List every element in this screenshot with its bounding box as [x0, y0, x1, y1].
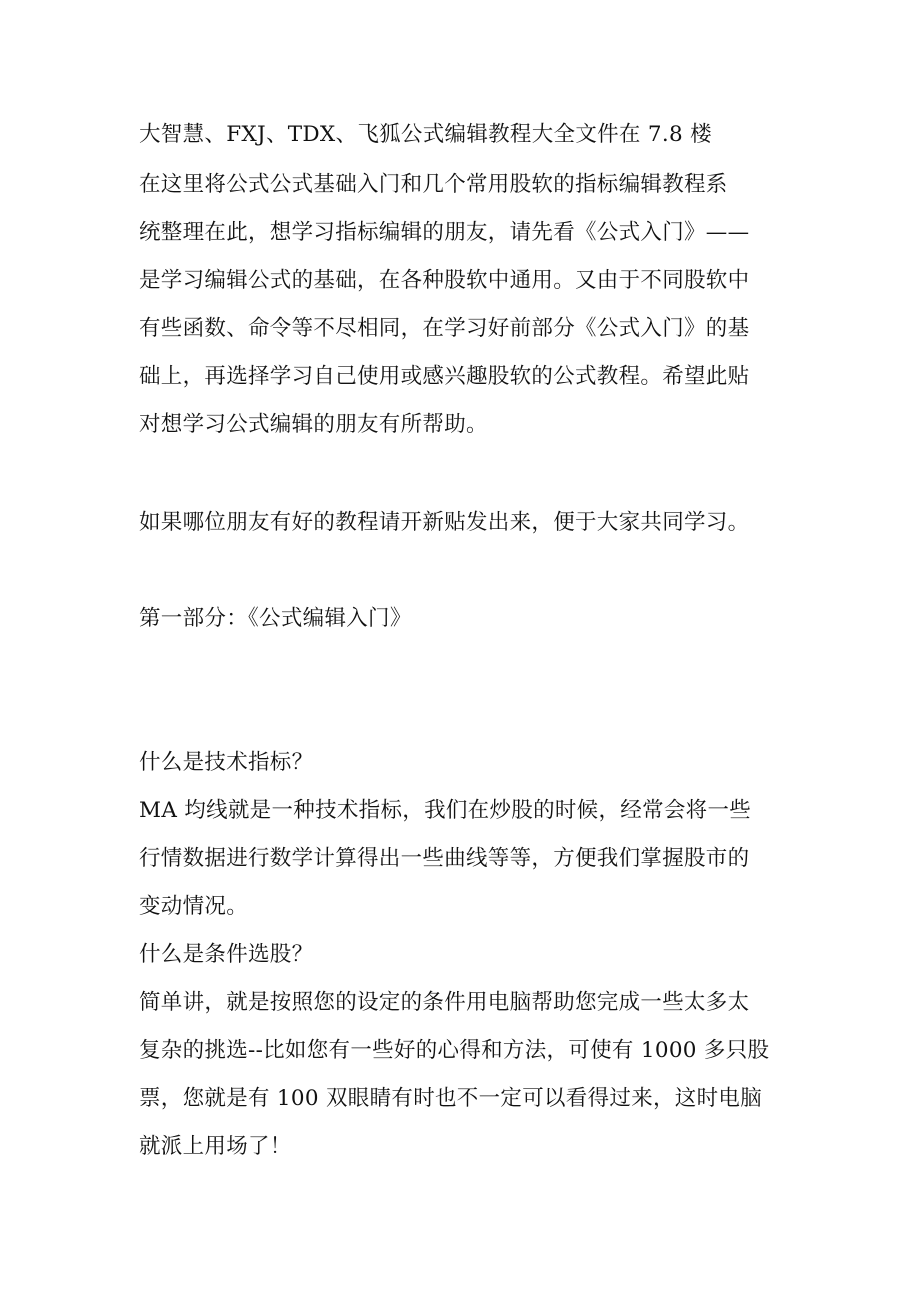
intro-line: 有些函数、命令等不尽相同，在学习好前部分《公式入门》的基: [139, 316, 750, 341]
intro-line: 是学习编辑公式的基础，在各种股软中通用。又由于不同股软中: [139, 268, 750, 293]
q2-body-line: 就派上用场了！: [139, 1134, 292, 1159]
part1-heading: 第一部分：《公式编辑入门》: [139, 606, 412, 631]
q2-heading: 什么是条件选股？: [139, 942, 314, 967]
document-title: 大智慧、FXJ、TDX、飞狐公式编辑教程大全文件在 7.8 楼: [139, 122, 712, 147]
q1-body-line: 行情数据进行数学计算得出一些曲线等等，方便我们掌握股市的: [139, 846, 750, 871]
q2-body-line: 复杂的挑选--比如您有一些好的心得和方法，可使有 1000 多只股: [139, 1038, 770, 1063]
q2-body-line: 简单讲，就是按照您的设定的条件用电脑帮助您完成一些太多太: [139, 990, 750, 1015]
intro-line: 统整理在此，想学习指标编辑的朋友，请先看《公式入门》——: [139, 220, 750, 245]
q1-heading: 什么是技术指标？: [139, 750, 314, 775]
invite-paragraph: 如果哪位朋友有好的教程请开新贴发出来，便于大家共同学习。: [139, 510, 750, 535]
intro-line: 在这里将公式公式基础入门和几个常用股软的指标编辑教程系: [139, 172, 728, 197]
q2-body-line: 票，您就是有 100 双眼睛有时也不一定可以看得过来，这时电脑: [139, 1086, 763, 1111]
intro-line: 础上，再选择学习自己使用或感兴趣股软的公式教程。希望此贴: [139, 364, 750, 389]
q1-body-line: 变动情况。: [139, 894, 249, 919]
q1-body-line: MA 均线就是一种技术指标，我们在炒股的时候，经常会将一些: [139, 798, 752, 823]
intro-line: 对想学习公式编辑的朋友有所帮助。: [139, 412, 488, 437]
